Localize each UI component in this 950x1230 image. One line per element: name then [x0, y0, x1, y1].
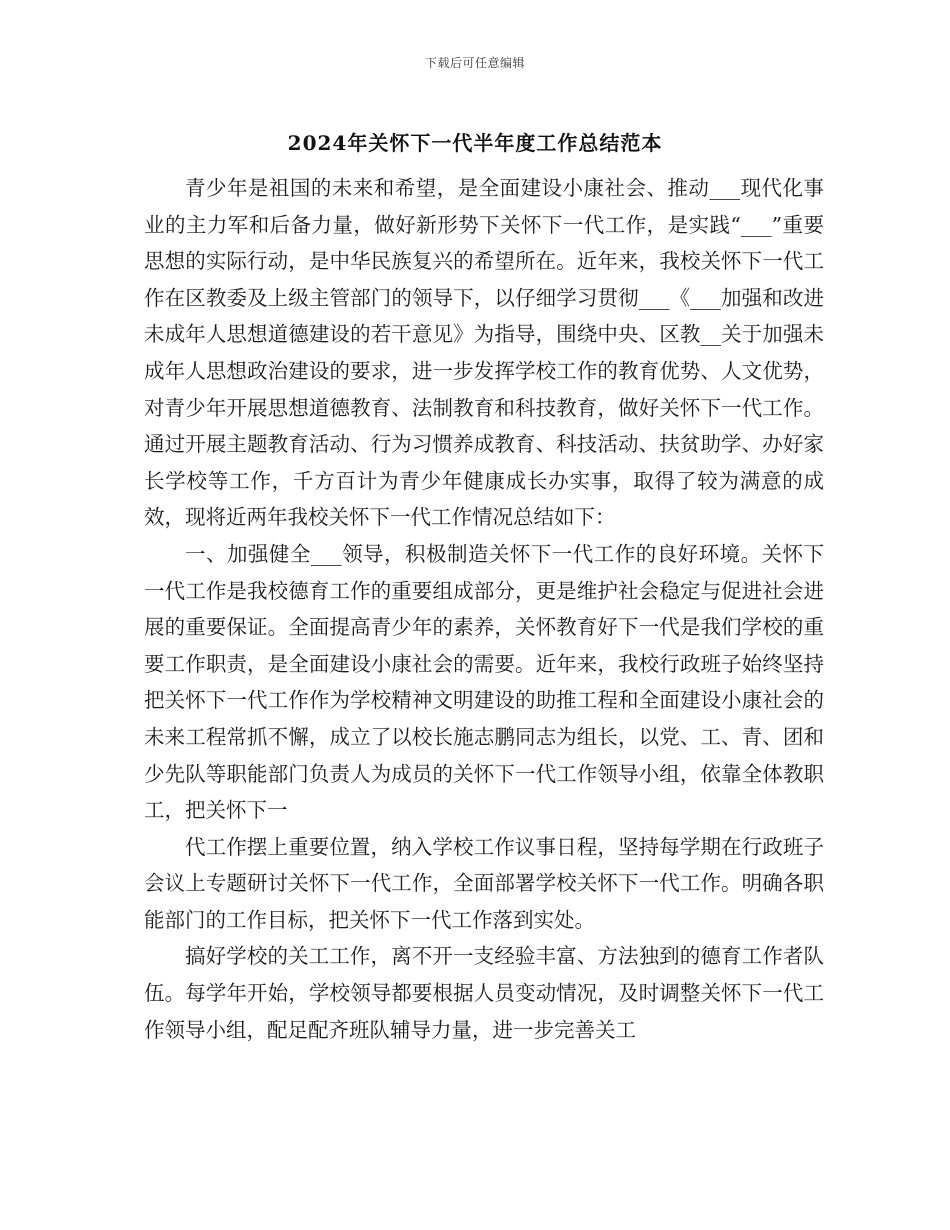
paragraph-team: 搞好学校的关工工作，离不开一支经验丰富、方法独到的德育工作者队伍。每学年开始，学校领导都要根据人员变动情况，及时调整关怀下一代工作领导小组，配足配齐班队辅导力量，进一步完善关工 — [144, 944, 824, 1042]
paragraph-continuation: 代工作摆上重要位置，纳入学校工作议事日程，坚持每学期在行政班子会议上专题研讨关怀下一代工作，全面部署学校关怀下一代工作。明确各职能部门的工作目标，把关怀下一代工作落到实处。 — [144, 834, 824, 932]
paragraph-section-one: 一、加强健全___领导，积极制造关怀下一代工作的良好环境。关怀下一代工作是我校德育工作的重要组成部分，更是维护社会稳定与促进社会进展的重要保证。全面提高青少年的素养，关怀教育好下一代是我们学校的重要工作职责，是全面建设小康社会的需要。近年来，我校行政班子始终坚持把关怀下一代工作作为学校精神文明建设的助推工程和全面建设小康社会的未来工程常抓不懈，成立了以校长施志鹏同志为组长，以党、工、青、团和少先队等职能部门负责人为成员的关怀下一代工作领导小组，依靠全体教职工，把关怀下一 — [144, 541, 824, 823]
paragraph-intro: 青少年是祖国的未来和希望，是全面建设小康社会、推动___现代化事业的主力军和后备力量，做好新形势下关怀下一代工作，是实践“___”重要思想的实际行动，是中华民族复兴的希望所在。近年来，我校关怀下一代工作在区教委及上级主管部门的领导下，以仔细学习贯彻___《___加强和改进未成年人思想道德建设的若干意见》为指导，围绕中央、区教__关于加强未成年人思想政治建设的要求，进一步发挥学校工作的教育优势、人文优势，对青少年开展思想道德教育、法制教育和科技教育，做好关怀下一代工作。通过开展主题教育活动、行为习惯养成教育、科技活动、扶贫助学、办好家长学校等工作，千方百计为青少年健康成长办实事，取得了较为满意的成效，现将近两年我校关怀下一代工作情况总结如下： — [144, 176, 824, 530]
header-note: 下载后可任意编辑 — [424, 56, 525, 70]
document-title: 2024年关怀下一代半年度工作总结范本 — [287, 131, 663, 155]
document-body — [144, 170, 824, 1048]
